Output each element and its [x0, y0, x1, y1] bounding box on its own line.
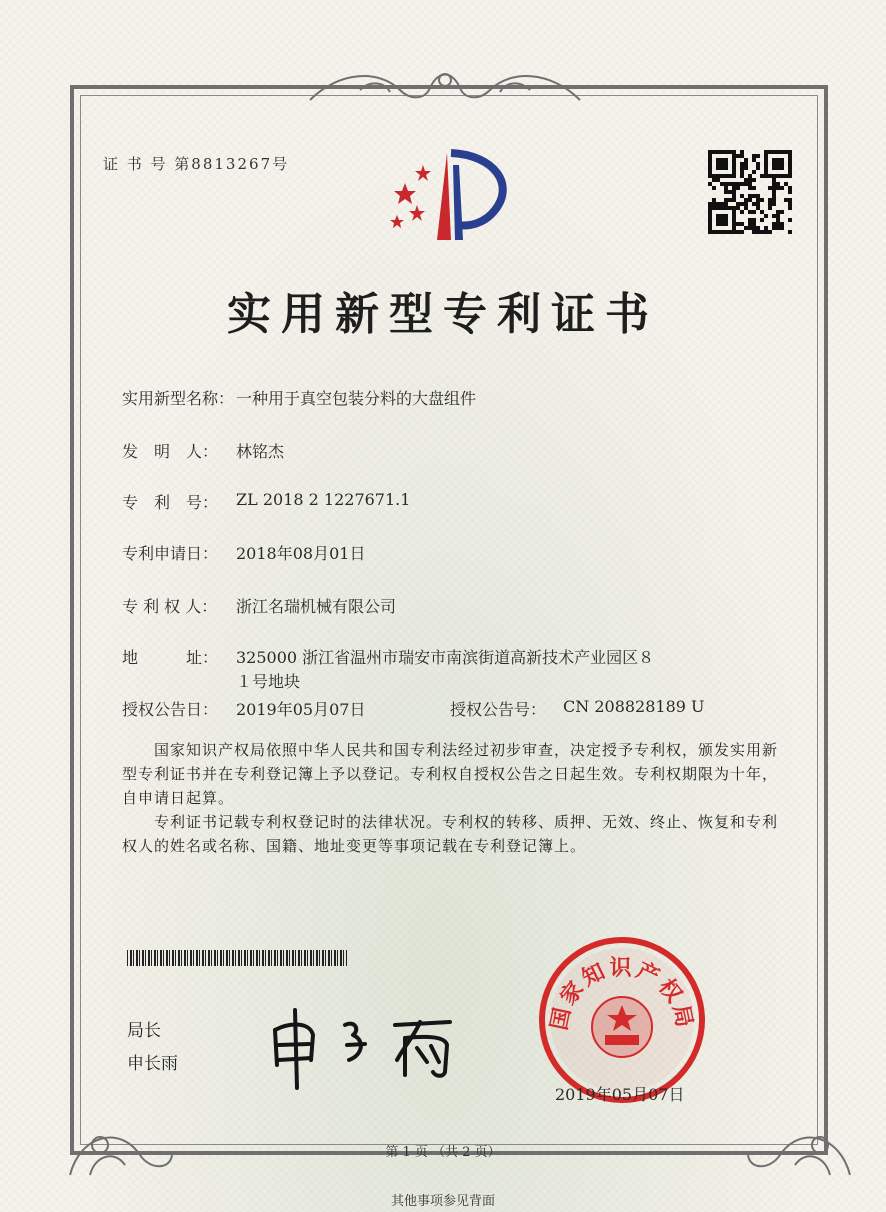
seal-date: 2019年05月07日	[555, 1085, 685, 1104]
official-seal	[537, 935, 707, 1105]
announcement-number-label: 授权公告号：	[450, 700, 547, 719]
qr-code	[708, 150, 792, 234]
field-value-name: 一种用于真空包装分料的大盘组件	[236, 389, 477, 408]
field-value-patentee: 浙江名瑞机械有限公司	[236, 597, 397, 616]
field-value-address-line2: １号地块	[236, 672, 301, 691]
field-value-application-date: 2018年08月01日	[236, 544, 366, 563]
announcement-date-value: 2019年05月07日	[236, 700, 366, 719]
field-value-address: 325000 浙江省温州市瑞安市南滨街道高新技术产业园区８	[236, 648, 655, 667]
bottom-left-ornament	[60, 1095, 180, 1185]
paragraph-legal-status: 专利证书记载专利权登记时的法律状况。专利权的转移、质押、无效、终止、恢复和专利权人的姓名或名称、国籍、地址变更等事项记载在专利登记簿上。	[122, 813, 779, 855]
handwritten-signature	[265, 1000, 465, 1090]
top-ornament	[300, 60, 590, 110]
patent-office-logo-icon	[385, 145, 520, 245]
paragraph-grant: 国家知识产权局依照中华人民共和国专利法经过初步审查，决定授予专利权，颁发实用新型专利证书并在专利登记簿上予以登记。专利权自授权公告之日起生效。专利权期限为十年，自申请日起算。	[122, 741, 779, 807]
signature-title: 局长	[127, 1021, 161, 1041]
certificate-number: 证 书 号 第8813267号	[103, 155, 290, 173]
announcement-number-value: CN 208828189 U	[563, 697, 705, 716]
signature-name: 申长雨	[127, 1054, 178, 1074]
certificate-title: 实用新型专利证书	[227, 289, 659, 340]
seal-text: 国家知识产权局	[546, 956, 698, 1033]
field-label-patent-number: 专 利 号：	[122, 493, 219, 512]
footer-note: 其他事项参见背面	[390, 1194, 495, 1209]
field-value-patent-number: ZL 2018 2 1227671.1	[236, 490, 411, 509]
field-label-address: 地 址：	[122, 648, 219, 667]
bottom-right-ornament	[740, 1095, 860, 1185]
field-label-application-date: 专利申请日：	[122, 544, 219, 563]
field-label-inventor: 发 明 人：	[122, 442, 219, 461]
announcement-date-label: 授权公告日：	[122, 700, 219, 719]
field-label-name: 实用新型名称：	[122, 389, 235, 408]
field-value-inventor: 林铭杰	[236, 442, 285, 461]
page-indicator: 第 1 页 （共 2 页）	[385, 1145, 501, 1160]
field-label-patentee: 专 利 权 人：	[122, 597, 218, 616]
inner-border	[80, 95, 818, 1145]
barcode	[127, 950, 347, 966]
